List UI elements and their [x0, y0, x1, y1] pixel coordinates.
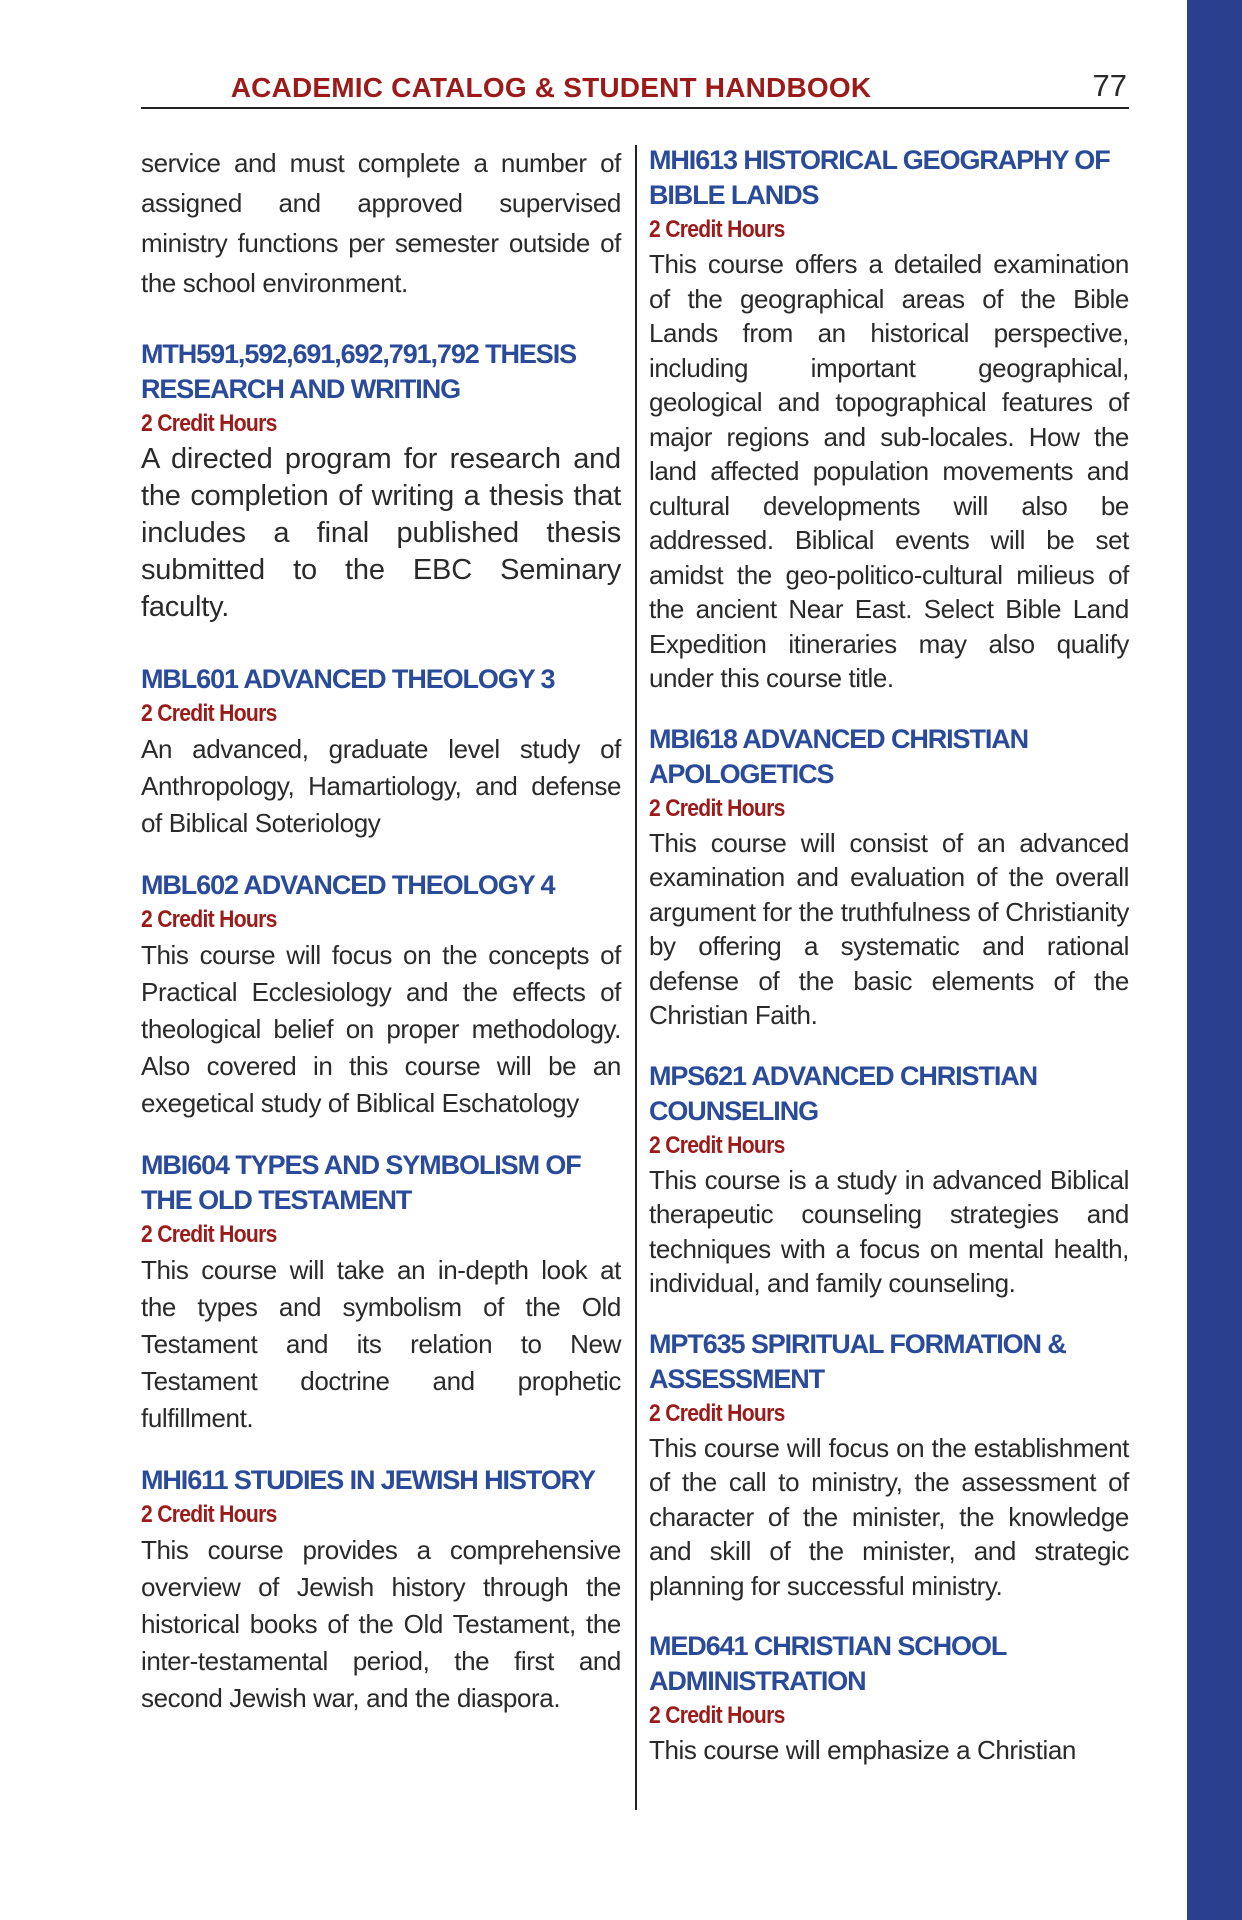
- column-divider: [635, 145, 637, 1810]
- course-entry: [141, 1463, 621, 1717]
- course-entry: [141, 868, 621, 1122]
- credit-hours: 2 Credit Hours: [649, 1399, 785, 1427]
- course-description: This course is a study in advanced Biblical therapeutic counseling strategies and techniques with a focus on mental health, individual, and family counseling.: [649, 1164, 1129, 1298]
- left-column: [141, 143, 621, 1743]
- credit-hours: 2 Credit Hours: [141, 1501, 277, 1528]
- course-entry: [649, 722, 1129, 1033]
- course-title: MBI604 TYPES AND SYMBOLISM OF THE OLD TESTAMENT: [141, 1150, 581, 1215]
- credit-hours: 2 Credit Hours: [649, 1131, 785, 1159]
- course-entry: [649, 143, 1129, 696]
- side-color-band: [1187, 0, 1242, 1920]
- credit-hours: 2 Credit Hours: [141, 410, 277, 437]
- course-entry: [649, 1327, 1129, 1604]
- credit-hours: 2 Credit Hours: [141, 700, 277, 727]
- course-description: This course will focus on the concepts of Practical Ecclesiology and the effects of theological belief on proper methodology. Also covered in this course will be an exegetical study of Biblical Eschatology: [141, 940, 621, 1118]
- course-description: This course will consist of an advanced examination and evaluation of the overall argument for the truthfulness of Christianity by offering a systematic and rational defense of the basic elements of the Christian Faith.: [649, 827, 1129, 1030]
- credit-hours: 2 Credit Hours: [141, 1221, 277, 1248]
- course-title: MPS621 ADVANCED CHRISTIAN COUNSELING: [649, 1060, 1038, 1126]
- course-description: This course provides a comprehensive overview of Jewish history through the historical books of the Old Testament, the inter-testamental period, the first and second Jewish war, and the diaspora.: [141, 1535, 621, 1713]
- page-header: [141, 68, 1129, 108]
- page-number: 77: [1092, 68, 1127, 103]
- course-description: This course offers a detailed examination of the geographical areas of the Bible Lands from an historical perspective, including important geographical, geological and topographical features of major regions and sub-locales. How the land affected population movements and cultural developments will also be addressed. Biblical events will be set amidst the geo-politico-cultural milieus of the ancient Near East. Select Bible Land Expedition itineraries may also qualify under this course title.: [649, 249, 1129, 693]
- course-entry: [649, 1629, 1129, 1768]
- credit-hours: 2 Credit Hours: [141, 906, 277, 933]
- course-entry: [141, 337, 621, 626]
- credit-hours: 2 Credit Hours: [649, 216, 785, 243]
- course-entry: [141, 1148, 621, 1437]
- course-title: MHI611 STUDIES IN JEWISH HISTORY: [141, 1465, 595, 1495]
- credit-hours: 2 Credit Hours: [649, 794, 785, 822]
- course-title: MBL602 ADVANCED THEOLOGY 4: [141, 870, 555, 900]
- course-title: MBL601 ADVANCED THEOLOGY 3: [141, 664, 555, 694]
- credit-hours: 2 Credit Hours: [649, 1702, 785, 1729]
- course-description: This course will take an in-depth look at the types and symbolism of the Old Testament and its relation to New Testament doctrine and prophetic fulfillment.: [141, 1255, 621, 1433]
- course-description: A directed program for research and the completion of writing a thesis that includes a final published thesis submitted to the EBC Seminary faculty.: [141, 443, 621, 623]
- header-rule: [141, 107, 1129, 109]
- course-title: MPT635 SPIRITUAL FORMATION & ASSESSMENT: [649, 1328, 1066, 1394]
- continued-paragraph: service and must complete a number of assigned and approved supervised ministry functions per semester outside of the school environment.: [141, 148, 621, 298]
- course-entry: [649, 1059, 1129, 1301]
- page-title: ACADEMIC CATALOG & STUDENT HANDBOOK: [230, 72, 872, 103]
- course-title: MHI613 HISTORICAL GEOGRAPHY OF BIBLE LANDS: [649, 145, 1110, 210]
- course-description: This course will emphasize a Christian: [649, 1735, 1076, 1765]
- course-description: An advanced, graduate level study of Anthropology, Hamartiology, and defense of Biblical Soteriology: [141, 734, 621, 838]
- right-column: [649, 143, 1129, 1794]
- course-title: MED641 CHRISTIAN SCHOOL ADMINISTRATION: [649, 1631, 1006, 1696]
- course-description: This course will focus on the establishment of the call to ministry, the assessment of character of the minister, the knowledge and skill of the minister, and strategic planning for successful ministry.: [649, 1432, 1129, 1601]
- course-entry: [141, 662, 621, 842]
- course-title: MBI618 ADVANCED CHRISTIAN APOLOGETICS: [649, 723, 1029, 789]
- course-title: MTH591,592,691,692,791,792 THESIS RESEARCH AND WRITING: [141, 339, 577, 404]
